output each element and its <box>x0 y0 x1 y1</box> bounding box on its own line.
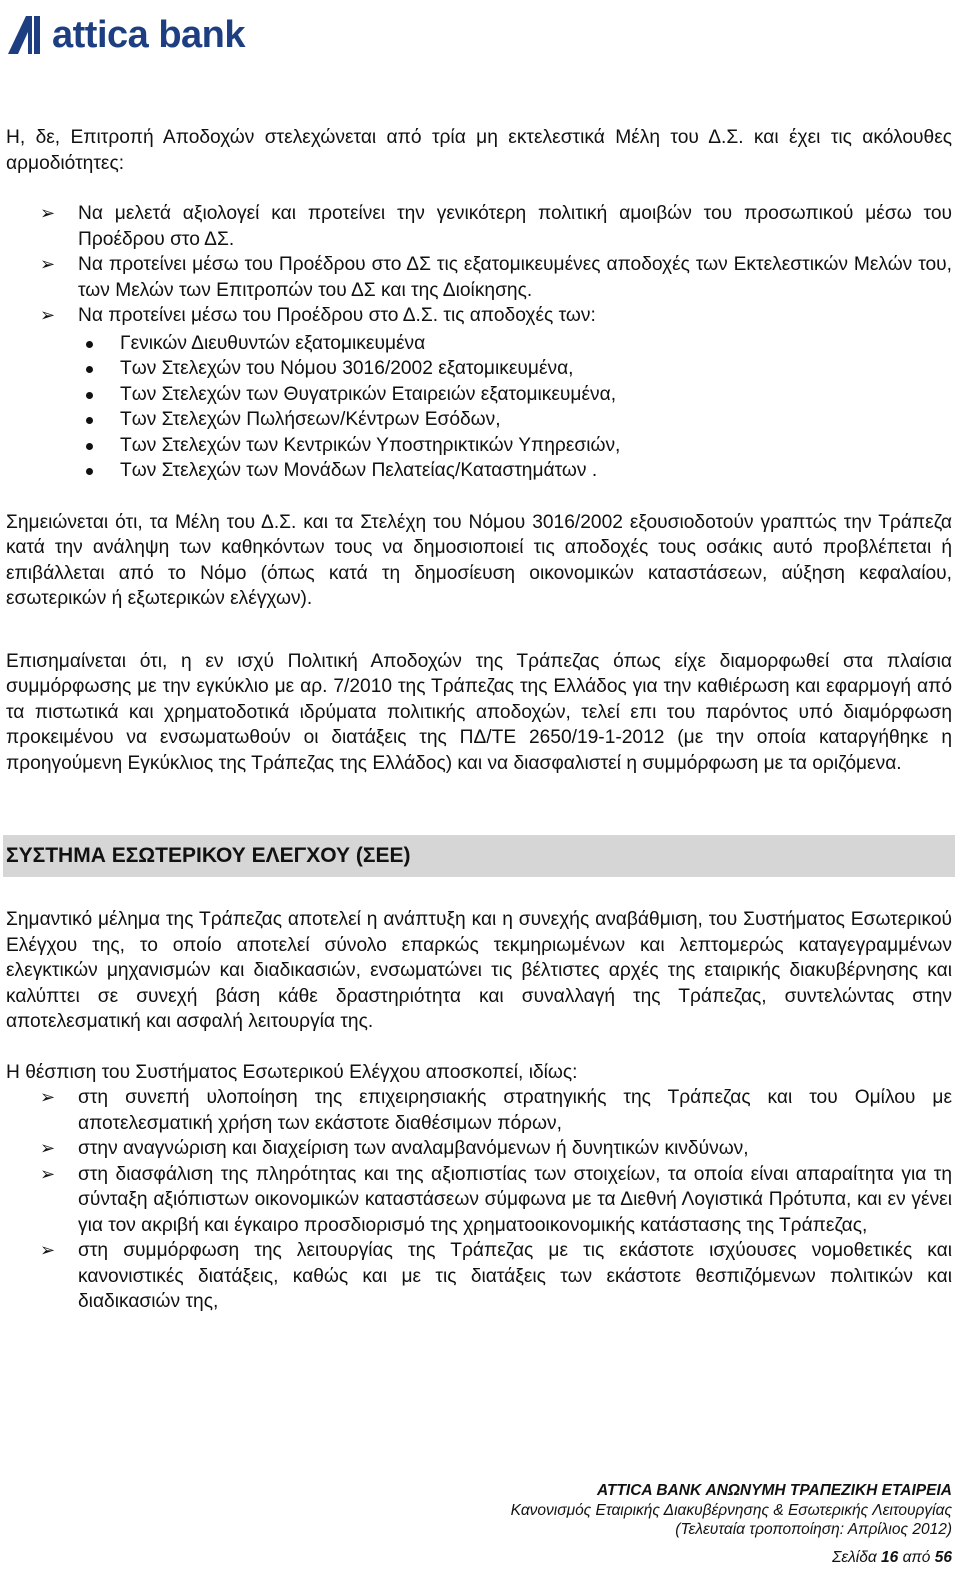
list-item: Των Στελεχών των Μονάδων Πελατείας/Καταστημάτων . <box>6 458 952 484</box>
logo-text: attica bank <box>52 14 246 56</box>
ics-aims-list <box>6 1085 952 1315</box>
list-item: ➢ στη διασφάλιση της πληρότητας και της αξιοπιστίας των στοιχείων, τα οποία είναι απαραίτητα για τη σύνταξη αξιόπιστων οικονομικών καταστάσεων σύμφωνα με τα Διεθνή Λογιστικά Πρότυπα, και εν γένει για τον ακριβή και έγκαιρο προσδιορισμό της χρηματοοικονομικής κατάστασης της Τράπεζας, <box>40 1163 952 1236</box>
list-item: ➢ στη συμμόρφωση της λειτουργίας της Τράπεζας με τις εκάστοτε ισχύουσες νομοθετικές και κανονιστικές διατάξεις, καθώς και με τις διατάξεις των εκάστοτε θεσπιζόμενων πολιτικών και διαδικασιών της, <box>40 1240 952 1312</box>
bullet-icon <box>86 443 93 450</box>
arrow-bullet-icon: ➢ <box>40 1087 56 1107</box>
document-body <box>6 125 952 1315</box>
bullet-icon <box>86 392 93 399</box>
list-item: Των Στελεχών του Νόμου 3016/2002 εξατομικευμένα, <box>6 356 952 382</box>
attica-bank-logo <box>6 14 245 56</box>
section-heading: ΣΥΣΤΗΜΑ ΕΣΩΤΕΡΙΚΟΥ ΕΛΕΓΧΟΥ (ΣΕΕ) <box>3 835 955 877</box>
list-item: ➢ στην αναγνώριση και διαχείριση των αναλαμβανόμενων ή δυνητικών κινδύνων, <box>6 1136 952 1162</box>
page-footer <box>511 1481 952 1540</box>
page-number: Σελίδα 16 από 56 <box>832 1549 952 1566</box>
arrow-bullet-icon: ➢ <box>40 1163 56 1184</box>
committee-duties-list <box>6 201 952 329</box>
arrow-bullet-icon: ➢ <box>40 1138 56 1158</box>
disclosure-paragraph: Σημειώνεται ότι, τα Μέλη του Δ.Σ. και τα Στελέχη του Νόμου 3016/2002 εξουσιοδοτούν γραπτώς την Τράπεζα κατά την ανάληψη των καθηκόντων τους να δημοσιοποιεί τις αποδοχές τους οσάκις αυτό προβλέπεται ή επιβάλλεται από το Νόμο (όπως κατά τη δημοσίευση οικονομικών καταστάσεων, αύξηση κεφαλαίου, εσωτερικών ή εξωτερικών ελέγχων). <box>6 511 952 609</box>
arrow-bullet-icon: ➢ <box>40 1240 56 1260</box>
bullet-icon <box>86 468 93 475</box>
list-item: ➢ στη συνεπή υλοποίηση της επιχειρησιακής στρατηγικής της Τράπεζας και του Ομίλου με αποτελεσματική χρήση των εκάστοτε διαθέσιμων πόρων, <box>40 1087 952 1134</box>
list-item: Των Στελεχών των Κεντρικών Υποστηρικτικών Υπηρεσιών, <box>6 433 952 459</box>
list-item: ➢ Να μελετά αξιολογεί και προτείνει την γενικότερη πολιτική αμοιβών του προσωπικού μέσω του Προέδρου στο ΔΣ. <box>40 203 952 250</box>
arrow-bullet-icon: ➢ <box>40 305 56 325</box>
bullet-icon <box>86 366 93 373</box>
arrow-bullet-icon: ➢ <box>40 203 56 223</box>
intro-paragraph: Η, δε, Επιτροπή Αποδοχών στελεχώνεται από τρία μη εκτελεστικά Μέλη του Δ.Σ. και έχει τις ακόλουθες αρμοδιότητες: <box>6 127 952 174</box>
arrow-bullet-icon: ➢ <box>40 254 56 274</box>
footer-last-modified: (Τελευταία τροποποίηση: Απρίλιος 2012) <box>675 1521 952 1538</box>
list-item: ➢ Να προτείνει μέσω του Προέδρου στο Δ.Σ. τις αποδοχές των: <box>6 303 952 329</box>
list-item: Των Στελεχών των Θυγατρικών Εταιρειών εξατομικευμένα, <box>6 382 952 408</box>
footer-doc-title: Κανονισμός Εταιρικής Διακυβέρνησης & Εσωτερικής Λειτουργίας <box>510 1501 952 1519</box>
attica-logo-icon <box>6 14 46 56</box>
footer-company: ATTICA BANK ΑΝΩΝΥΜΗ ΤΡΑΠΕΖΙΚΗ ΕΤΑΙΡΕΙΑ <box>596 1482 952 1499</box>
list-item: Γενικών Διευθυντών εξατομικευμένα <box>6 331 952 357</box>
list-item: ➢ Να προτείνει μέσω του Προέδρου στο ΔΣ τις εξατομικευμένες αποδοχές των Εκτελεστικών Μελών του, των Μελών των Επιτροπών του ΔΣ και της Διοίκησης. <box>40 254 952 301</box>
aims-intro-paragraph: Η θέσπιση του Συστήματος Εσωτερικού Ελέγχου αποσκοπεί, ιδίως: <box>6 1061 578 1083</box>
remuneration-list <box>6 331 952 484</box>
bullet-icon <box>86 417 93 424</box>
ics-paragraph: Σημαντικό μέλημα της Τράπεζας αποτελεί η ανάπτυξη και η συνεχής αναβάθμιση, του Συστήματος Εσωτερικού Ελέγχου της, το οποίο αποτελεί σύνολο επαρκώς τεκμηριωμένων και λεπτομερώς καταγεγραμμένων ελεγκτικών μηχανισμών και διαδικασιών, ενσωματώνει τις βέλτιστες αρχές της εταιρικής διακυβέρνησης και καλύπτει σε συνεχή βάση κάθε δραστηριότητα και συναλλαγή της Τράπεζας, συντελώντας στην αποτελεσματική και ασφαλή λειτουργία της. <box>6 909 952 1032</box>
bullet-icon <box>86 341 93 348</box>
list-item: Των Στελεχών Πωλήσεων/Κέντρων Εσόδων, <box>6 407 952 433</box>
policy-paragraph: Επισημαίνεται ότι, η εν ισχύ Πολιτική Αποδοχών της Τράπεζας όπως είχε διαμορφωθεί στα πλαίσια συμμόρφωσης με την εγκύκλιο με αρ. 7/2010 της Τράπεζας της Ελλάδος για την καθιέρωση και εφαρμογή από τα πιστωτικά και χρηματοδοτικά ιδρύματα πολιτικής αποδοχών, τελεί επι του παρόντος υπό διαμόρφωση προκειμένου να ενσωματωθούν οι διατάξεις της ΠΔ/ΤΕ 2650/19-1-2012 (με την οποία καταργήθηκε η προηγούμενη Εγκύκλιος της Τράπεζας της Ελλάδος) και να διασφαλιστεί η συμμόρφωση με τα οριζόμενα. <box>6 650 952 774</box>
